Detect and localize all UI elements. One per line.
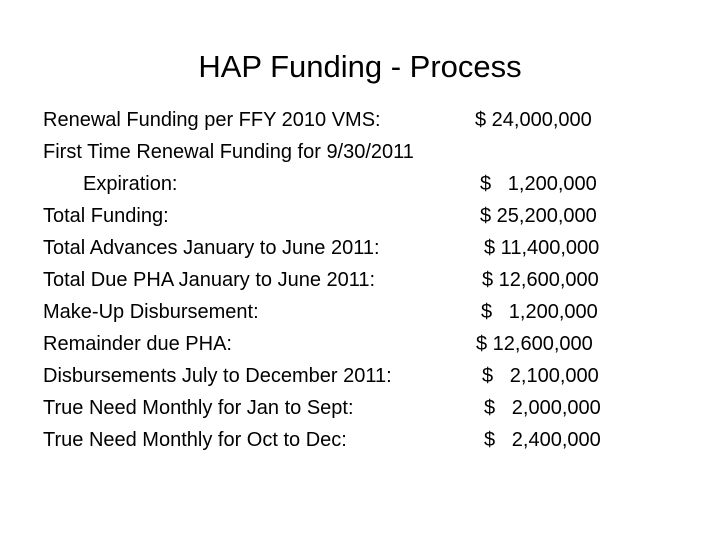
row-value: $ 1,200,000 xyxy=(480,173,597,195)
funding-row xyxy=(43,104,683,136)
row-label: Renewal Funding per FFY 2010 VMS: xyxy=(43,109,381,131)
row-label: Make-Up Disbursement: xyxy=(43,301,259,323)
funding-row xyxy=(43,136,683,168)
row-value: $ 24,000,000 xyxy=(475,109,592,131)
row-value: $ 1,200,000 xyxy=(481,301,598,323)
row-label: First Time Renewal Funding for 9/30/2011 xyxy=(43,141,414,163)
row-value: $ 11,400,000 xyxy=(484,237,600,259)
funding-row xyxy=(43,392,683,424)
row-label: Disbursements July to December 2011: xyxy=(43,365,392,387)
row-label: True Need Monthly for Jan to Sept: xyxy=(43,397,354,419)
funding-row xyxy=(43,328,683,360)
row-label: Total Funding: xyxy=(43,205,169,227)
slide-title: HAP Funding - Process xyxy=(198,49,522,84)
funding-row xyxy=(43,168,683,200)
row-value: $ 12,600,000 xyxy=(482,269,599,291)
row-label: Expiration: xyxy=(83,173,178,195)
funding-row xyxy=(43,360,683,392)
funding-row xyxy=(43,264,683,296)
row-value: $ 2,100,000 xyxy=(482,365,599,387)
row-label: Total Due PHA January to June 2011: xyxy=(43,269,376,291)
row-value: $ 25,200,000 xyxy=(480,205,597,227)
row-label: True Need Monthly for Oct to Dec: xyxy=(43,429,347,451)
row-label: Total Advances January to June 2011: xyxy=(43,237,380,259)
row-value: $ 2,400,000 xyxy=(484,429,601,451)
funding-row xyxy=(43,296,683,328)
funding-row xyxy=(43,424,683,456)
row-value: $ 12,600,000 xyxy=(476,333,593,355)
row-value: $ 2,000,000 xyxy=(484,397,601,419)
row-label: Remainder due PHA: xyxy=(43,333,232,355)
funding-row xyxy=(43,200,683,232)
funding-row xyxy=(43,232,683,264)
funding-table xyxy=(43,104,683,456)
